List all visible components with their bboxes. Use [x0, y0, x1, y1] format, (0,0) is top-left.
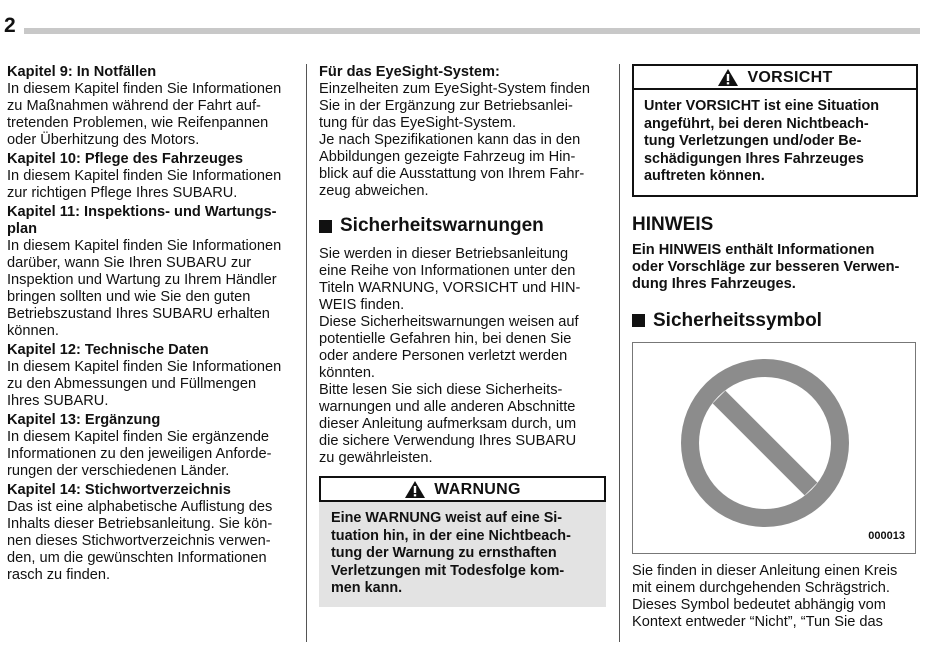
text-line: men kann.: [331, 580, 403, 596]
text-line: oder Überhitzung des Motors.: [7, 132, 200, 148]
text-line: eine Reihe von Informationen unter den: [319, 263, 576, 279]
text-line: Betriebszustand Ihres SUBARU erhalten: [7, 306, 270, 322]
text-line: oder andere Personen verletzt werden: [319, 348, 568, 364]
text-line: Dieses Symbol bedeutet abhängig vom: [632, 596, 886, 613]
chapter-heading: Kapitel 14: Stichwortverzeichnis: [7, 482, 231, 498]
column-divider-1: [306, 64, 307, 642]
caution-box-header: [632, 64, 918, 90]
caution-box-body: [632, 90, 918, 197]
text-line: Diese Sicherheitswarnungen weisen auf: [319, 314, 579, 330]
text-line: nen dieses Stichwortverzeichnis verwen-: [7, 533, 271, 549]
warning-label: WARNUNG: [434, 480, 521, 498]
text-line: In diesem Kapitel finden Sie Informationen: [7, 81, 282, 97]
text-line: Ihres SUBARU.: [7, 393, 109, 409]
section-title-text: Sicherheitswarnungen: [340, 215, 544, 236]
section-square-icon: [632, 314, 645, 327]
text-line: den, um die gewünschten Informationen: [7, 550, 267, 566]
eyesight-text: [319, 81, 606, 132]
text-line: tung Verletzungen und/oder Be-: [644, 133, 862, 149]
text-line: rasch zu finden.: [7, 567, 111, 583]
text-line: zur richtigen Pflege Ihres SUBARU.: [7, 185, 238, 201]
text-line: Titeln WARNUNG, VORSICHT und HIN-: [319, 280, 581, 296]
column-right: [632, 64, 918, 631]
text-line: Ein HINWEIS enthält Informationen: [632, 241, 875, 258]
text-line: darüber, wann Sie Ihren SUBARU zur: [7, 255, 252, 271]
text-line: WEIS finden.: [319, 297, 405, 313]
chapter-13: [7, 412, 294, 480]
safety-symbol-figure: [632, 342, 916, 554]
column-middle: [319, 64, 606, 607]
column-left: [7, 64, 294, 584]
text-line: zeug abweichen.: [319, 183, 429, 199]
column-divider-2: [619, 64, 620, 642]
text-line: In diesem Kapitel finden Sie ergänzende: [7, 429, 270, 445]
chapter-11: [7, 204, 294, 340]
chapter-heading: [7, 204, 294, 238]
chapter-heading: Kapitel 13: Ergänzung: [7, 412, 161, 428]
text-line: Einzelheiten zum EyeSight-System finden: [319, 81, 590, 97]
safety-paragraph-3: [319, 382, 606, 467]
text-line: die sichere Verwendung Ihres SUBARU: [319, 433, 577, 449]
text-line: bringen sollten und wie Sie den guten: [7, 289, 251, 305]
safety-symbol-title: [632, 310, 918, 332]
section-title-text: Sicherheitssymbol: [653, 309, 822, 331]
text-line: warnungen und alle anderen Abschnitte: [319, 399, 576, 415]
text-line: könnten.: [319, 365, 375, 381]
chapter-text: [7, 359, 294, 410]
section-square-icon: [319, 220, 332, 233]
page-number: 2: [4, 14, 16, 37]
text-line: Abbildungen gezeigte Fahrzeug im Hin-: [319, 149, 576, 165]
text-line: angeführt, bei deren Nichtbeach-: [644, 115, 869, 132]
warning-box-header: [319, 476, 606, 502]
chapter-10: [7, 151, 294, 202]
text-line: Unter VORSICHT ist eine Situation: [644, 98, 880, 114]
chapter-text: [7, 429, 294, 480]
heading-line: plan: [7, 221, 37, 237]
chapter-heading: Kapitel 9: In Notfällen: [7, 64, 157, 80]
chapter-heading: Kapitel 12: Technische Daten: [7, 342, 209, 358]
text-line: mit einem durchgehenden Schrägstrich.: [632, 579, 890, 596]
spec-text: [319, 132, 606, 200]
text-line: Inspektion und Wartung zu Ihrem Händler: [7, 272, 277, 288]
text-line: Das ist eine alphabetische Auflistung des: [7, 499, 273, 515]
text-line: Sie werden in dieser Betriebsanleitung: [319, 246, 569, 262]
chapter-text: [7, 81, 294, 149]
text-line: rungen der verschiedenen Länder.: [7, 463, 230, 479]
text-line: blick auf die Ausstattung von Ihrem Fahr-: [319, 166, 585, 182]
eyesight-heading: Für das EyeSight-System:: [319, 64, 500, 80]
text-line: zu Maßnahmen während der Fahrt auf-: [7, 98, 261, 114]
text-line: Verletzungen mit Todesfolge kom-: [331, 562, 565, 579]
warning-box-body: [319, 502, 606, 607]
chapter-9: [7, 64, 294, 149]
text-line: zu gewährleisten.: [319, 450, 433, 466]
text-line: Informationen zu den jeweiligen Anforde-: [7, 446, 272, 462]
text-line: Inhalts dieser Betriebsanleitung. Sie kön-: [7, 516, 273, 532]
safety-paragraph-1: [319, 246, 606, 314]
text-line: dung Ihres Fahrzeuges.: [632, 275, 796, 292]
text-line: Sie finden in dieser Anleitung einen Kreis: [632, 562, 898, 579]
heading-line: Kapitel 11: Inspektions- und Wartungs-: [7, 204, 277, 220]
hinweis-title: HINWEIS: [632, 213, 714, 235]
safety-paragraph-2: [319, 314, 606, 382]
text-line: potentielle Gefahren hin, bei denen Sie: [319, 331, 572, 347]
figure-code: 000013: [868, 529, 905, 542]
hinweis-text: [632, 242, 918, 293]
text-line: In diesem Kapitel finden Sie Informationen: [7, 168, 282, 184]
text-line: In diesem Kapitel finden Sie Informationen: [7, 359, 282, 375]
text-line: auftreten können.: [644, 168, 765, 184]
text-line: dieser Anleitung aufmerksam durch, um: [319, 416, 577, 432]
symbol-text: [632, 563, 918, 631]
warning-triangle-icon: [717, 68, 739, 87]
text-line: können.: [7, 323, 59, 339]
caution-label: VORSICHT: [747, 68, 833, 86]
text-line: tuation hin, in der eine Nichtbeach-: [331, 527, 571, 544]
header-rule: [24, 28, 920, 34]
text-line: Eine WARNUNG weist auf eine Si-: [331, 510, 563, 526]
text-line: Je nach Spezifikationen kann das in den: [319, 132, 581, 148]
text-line: schädigungen Ihres Fahrzeuges: [644, 150, 864, 167]
text-line: oder Vorschläge zur besseren Verwen-: [632, 258, 900, 275]
chapter-12: [7, 342, 294, 410]
chapter-14: [7, 482, 294, 584]
text-line: Kontext entweder “Nicht”, “Tun Sie das: [632, 613, 883, 630]
text-line: Sie in der Ergänzung zur Betriebsanlei-: [319, 98, 573, 114]
safety-warnings-title: [319, 215, 606, 237]
text-line: In diesem Kapitel finden Sie Informationen: [7, 238, 282, 254]
text-line: Bitte lesen Sie sich diese Sicherheits-: [319, 382, 563, 398]
chapter-heading: Kapitel 10: Pflege des Fahrzeuges: [7, 151, 244, 167]
text-line: tung der Warnung zu ernsthaften: [331, 545, 557, 561]
warning-triangle-icon: [404, 480, 426, 499]
text-line: zu den Abmessungen und Füllmengen: [7, 376, 257, 392]
text-line: tretenden Problemen, wie Reifenpannen: [7, 115, 269, 131]
chapter-text: [7, 238, 294, 340]
chapter-text: [7, 168, 294, 202]
chapter-text: [7, 499, 294, 584]
text-line: tung für das EyeSight-System.: [319, 115, 517, 131]
prohibition-icon: [633, 343, 915, 553]
